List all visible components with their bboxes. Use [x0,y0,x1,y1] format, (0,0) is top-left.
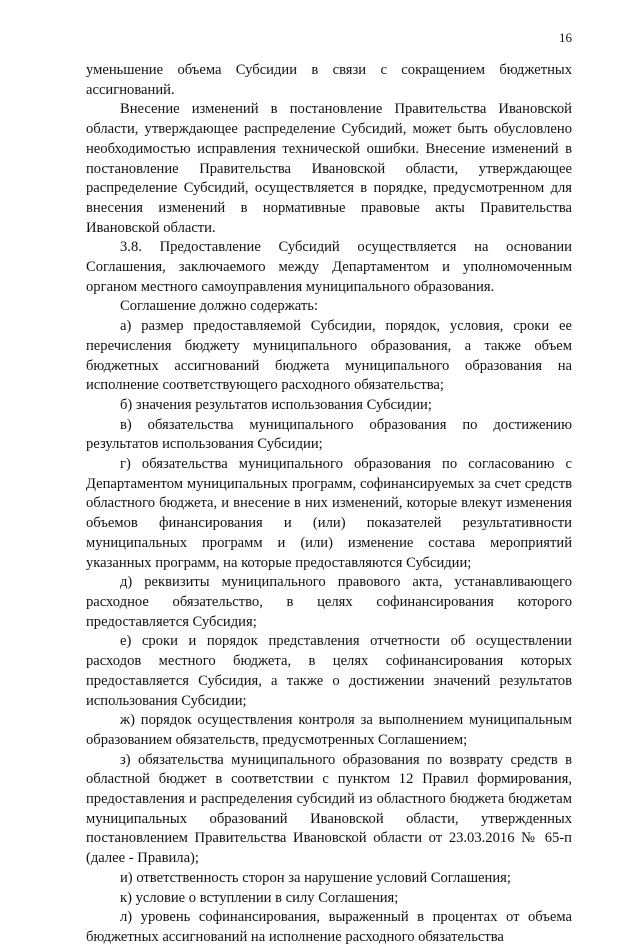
list-item-g: г) обязательства муниципального образования по согласованию с Департаментом муниципальных программ, софинансируемых за счет средств областного бюджета, и внесение в них изменений, которые влекут изменения объемов финансирования и (или) показателей результативности муниципальных программ и (или) изменение состава мероприятий указанных программ, на которые предоставляются Субсидии; [86,456,572,571]
list-item-a: а) размер предоставляемой Субсидии, порядок, условия, сроки ее перечисления бюджету муниципального образования, а также объем бюджетных ассигнований бюджета муниципального образования на исполнение соответствующего расходного обязательства; [86,318,572,394]
list-item-b: б) значения результатов использования Субсидии; [120,396,432,413]
paragraph-amendments: Внесение изменений в постановление Правительства Ивановской области, утверждающее распределение Субсидий, может быть обусловлено необходимостью исправления технической ошибки. Внесение изменений в постановление Правительства Ивановской области, утверждающее распределение Субсидий, осуществляется в порядке, предусмотренном для внесения изменений в нормативные правовые акты Правительства Ивановской области. [86,101,572,236]
paragraph-agreement-intro: Соглашение должно содержать: [120,298,318,315]
list-item-zh: ж) порядок осуществления контроля за выполнением муниципальным образованием обязательств, предусмотренных Соглашением; [86,712,572,748]
list-item-i: и) ответственность сторон за нарушение условий Соглашения; [120,869,511,886]
list-item-d: д) реквизиты муниципального правового акта, устанавливающего расходное обязательство, в целях софинансирования которого предоставляется Субсидия; [86,574,572,630]
list-item-e: е) сроки и порядок представления отчетности об осуществлении расходов местного бюджета, в целях софинансирования которых предоставляется Субсидия, а также о достижении значений результатов использования Субсидии; [86,633,572,709]
list-item-k: к) условие о вступлении в силу Соглашения; [120,889,399,906]
page-number: 16 [559,30,572,45]
paragraph-continuation: уменьшение объема Субсидии в связи с сокращением бюджетных ассигнований. [86,62,572,98]
list-item-z: з) обязательства муниципального образования по возврату средств в областной бюджет в соответствии с пунктом 12 Правил формирования, предоставления и распределения субсидий из областного бюджета бюджетам муниципальных образований Ивановской области, утвержденных постановлением Правительства Ивановской области от 23.03.2016 № 65-п (далее - Правила); [86,751,572,867]
paragraph-3-8: 3.8. Предоставление Субсидий осуществляется на основании Соглашения, заключаемого между Департаментом и уполномоченным органом местного самоуправления муниципального образования. [86,239,572,295]
list-item-l: л) уровень софинансирования, выраженный в процентах от объема бюджетных ассигнований на исполнение расходного обязательства [86,909,572,945]
document-body [86,61,572,948]
list-item-v: в) обязательства муниципального образования по достижению результатов использования Субсидии; [86,416,572,453]
